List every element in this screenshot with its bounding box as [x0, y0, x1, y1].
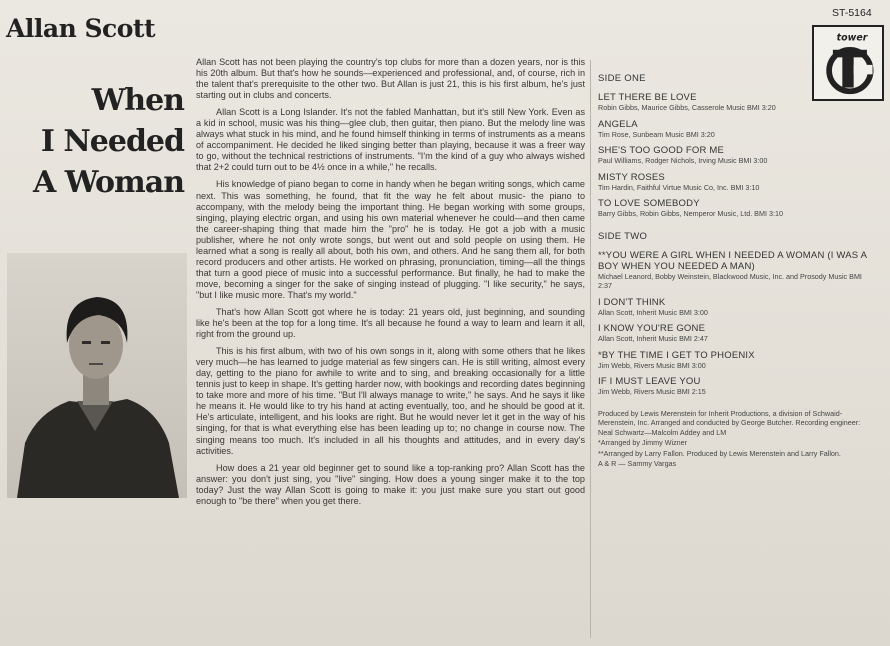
album-title-line: I Needed: [40, 124, 184, 159]
track-title: SHE'S TOO GOOD FOR ME: [598, 145, 725, 156]
liner-paragraph: This is his first album, with two of his own songs in it, along with some others that he likes very much—he has learned to judge material as few singers can. He is still writing, almost every day, getting to the piano for awhile to write and to sing, and breaking occasionally for a little tennis just to keep in shape. It's getting harder now, with bookings and recording dates beginning to take more and more of his time. "But I'll always manage to write," he says. And he says it like he means it. He would like to try his hand at acting eventually, too, and he should be good at it. He's articulate, intelligent, and his looks are right. But he would never let it get in the way of his singing, for that is what everything else has been leading up to; no change in course now. The singing means too much. It's included in all his thoughts and attitudes, and in every day's activities.: [196, 346, 585, 456]
track-title: I KNOW YOU'RE GONE: [598, 323, 706, 334]
album-title-line: A Woman: [33, 165, 184, 200]
track-credit: Jim Webb, Rivers Music BMI 2:15: [598, 387, 706, 396]
track-credit: Robin Gibbs, Maurice Gibbs, Casserole Music BMI 3:20: [598, 103, 776, 112]
liner-paragraph: His knowledge of piano began to come in handy when he began writing songs, which came next. This was something, he found, that fit the way he felt about music- the piano to accompany, with the melody being the important thing. He began working with some groups, singing, playing electric organ, and using his own material whenever he could—and then came the career-shaping thing that made him the "pro" he is today. He got a job with a music publisher, where he not only wrote songs, but went out and sold people on using them. He learned what a song is really all about, both his own, and others. And he sang them all, for both record producers and other artists. He worked on phrasing, pronunciation, timing—all the things that turn a good piece of music into a successful performance. But finally, he had to make the move, becoming a singer for the sake of singing instead of plugging. "I like security," he says, "but I like music more. That's my world.": [196, 179, 585, 300]
credit-line: *Arranged by Jimmy Wizner: [598, 438, 688, 448]
list-item: [598, 119, 868, 140]
track-list: [598, 70, 868, 470]
liner-paragraph: That's how Allan Scott got where he is today: 21 years old, just beginning, and sounding like he's been at the top for a long time. It's all because he found a way to learn and learn it all, right from the ground up.: [196, 306, 585, 340]
track-title: ANGELA: [598, 118, 638, 130]
list-item: [598, 350, 868, 371]
list-item: [598, 198, 868, 219]
artist-name: Allan Scott: [6, 14, 156, 43]
track-title: I DON'T THINK: [598, 296, 666, 308]
liner-paragraph: How does a 21 year old beginner get to sound like a top-ranking pro? Allan Scott has the answer: you don't just sing, you "live" singing. How does a young singer make it to the top today? Just the way Allan Scott is going to make it: you just make sure you start out good enough to "be there" when you get there.: [196, 462, 585, 506]
track-credit: Barry Gibbs, Robin Gibbs, Nemperor Music, Ltd. BMI 3:10: [598, 209, 783, 218]
list-item: [598, 323, 868, 344]
track-title: *BY THE TIME I GET TO PHOENIX: [598, 349, 755, 361]
liner-paragraph: Allan Scott is a Long Islander. It's not the fabled Manhattan, but it's still New York. Even as a kid in school, music was his thing—glee club, then guitar, then piano. But the melody line was always what stuck in his mind, and he found himself thinking in terms of instruments as a means of accompaniment. He decided he liked singing better than playing, because it was a freer way to go, without the technical restrictions of instruments. "I'm the kind of a guy who always wished that 2+2 could turn out to be 4½ once in a while," he recalls.: [196, 107, 585, 173]
track-credit: Michael Leanord, Bobby Weinstein, Blackwood Music, Inc. and Prosody Music BMI 2:37: [598, 271, 862, 290]
artist-portrait: [7, 253, 187, 498]
list-item: [598, 92, 868, 113]
list-item: [598, 297, 868, 318]
track-title: **YOU WERE A GIRL WHEN I NEEDED A WOMAN (I WAS A BOY WHEN YOU NEEDED A MAN): [598, 249, 867, 272]
list-item: [598, 172, 868, 193]
album-title-line: When: [91, 83, 184, 118]
track-credit: Allan Scott, Inherit Music BMI 3:00: [598, 307, 708, 317]
track-title: TO LOVE SOMEBODY: [598, 198, 700, 209]
album-title: [12, 80, 184, 203]
credit-line: Produced by Lewis Merenstein for Inherit Productions, a division of Schwaid-Merenstein, Inc. Arranged and conducted by George Butcher. Recording engineer: Neal Schwartz—Malcolm Addey and LM: [598, 408, 861, 437]
credit-line: A & R — Sammy Vargas: [598, 459, 677, 469]
track-credit: Tim Rose, Sunbeam Music BMI 3:20: [598, 129, 715, 139]
column-divider: [590, 60, 591, 638]
track-credit: Allan Scott, Inherit Music BMI 2:47: [598, 334, 708, 343]
track-title: IF I MUST LEAVE YOU: [598, 376, 701, 387]
credit-line: **Arranged by Larry Fallon. Produced by Lewis Merenstein and Larry Fallon.: [598, 448, 841, 458]
track-title: MISTY ROSES: [598, 171, 665, 183]
track-credit: Tim Hardin, Faithful Virtue Music Co, Inc. BMI 3:10: [598, 182, 760, 192]
liner-paragraph: Allan Scott has not been playing the country's top clubs for more than a dozen years, nor is this his 20th album. But that's how he sounds—experienced and professional, and, of course, rich in the talent that's prerequisite to the other two. But Allan is just 21, this is his first album, he's just starting out in clubs and concerts.: [196, 57, 585, 101]
list-item: [598, 376, 868, 397]
side-two-heading: SIDE TWO: [598, 230, 648, 242]
track-credit: Jim Webb, Rivers Music BMI 3:00: [598, 360, 706, 370]
list-item: [598, 145, 868, 166]
list-item: [598, 250, 868, 291]
production-credits: [598, 409, 868, 470]
liner-notes: [196, 57, 585, 513]
catalog-number: ST-5164: [832, 7, 872, 19]
label-name: tower: [836, 32, 868, 44]
track-credit: Paul Williams, Rodger Nichols, Irving Music BMI 3:00: [598, 156, 768, 165]
track-title: LET THERE BE LOVE: [598, 92, 697, 103]
side-one-heading: SIDE ONE: [598, 73, 646, 84]
